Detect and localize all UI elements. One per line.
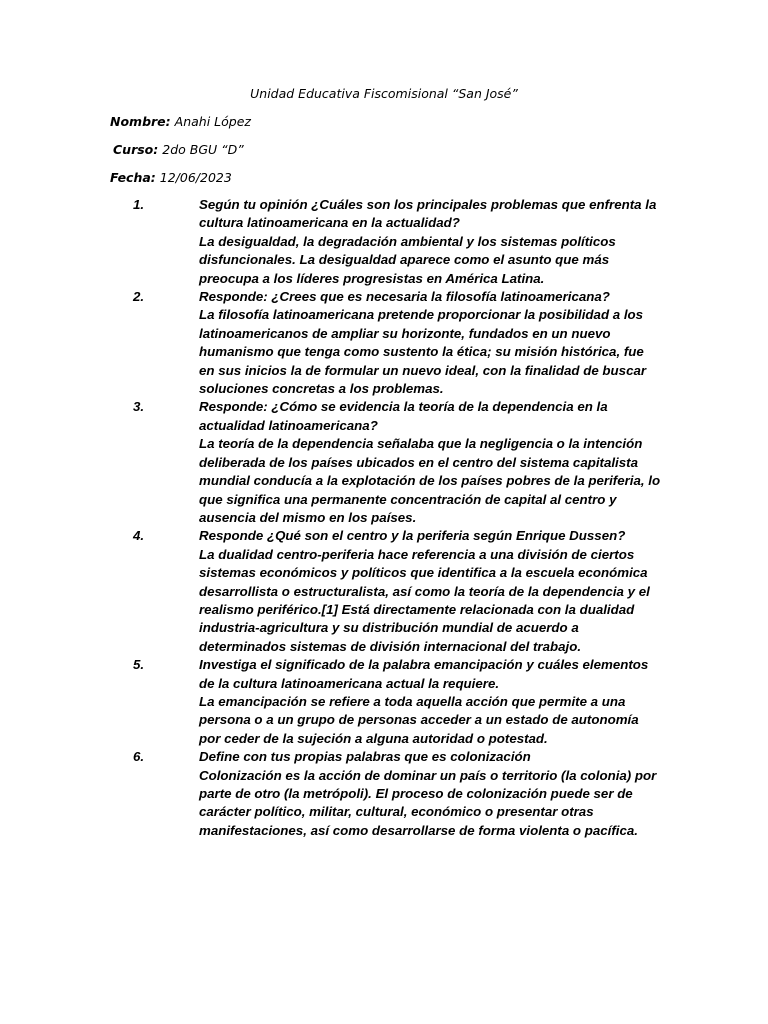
answer-text: La filosofía latinoamericana pretende proporcionar la posibilidad a los latinoamericanos de ampliar su horizonte, fundados en un nuevo humanismo que tenga como sustento la ética; su misión histórica, fue en sus inicios la de formular un nuevo ideal, con la finalidad de buscar soluciones concretas a los problemas. xyxy=(199,307,647,397)
answer-text: La dualidad centro-periferia hace referencia a una división de ciertos sistemas económicos y políticos que identifica a la escuela económica desarrollista o estructuralista, así como la teoría de la dependencia y el realismo periférico.[1] Está directamente relacionada con la dualidad industria-agricultura y su distribución mundial de acuerdo a determinados sistemas de división internacional del trabajo. xyxy=(199,546,650,654)
curso-value: 2do BGU “D” xyxy=(158,142,244,157)
question-text: Según tu opinión ¿Cuáles son los principales problemas que enfrenta la cultura latinoamericana en la actualidad? xyxy=(199,197,657,231)
fecha-label: Fecha: xyxy=(110,170,156,185)
question-number: 3. xyxy=(133,399,145,415)
answer-text: La teoría de la dependencia señalaba que la negligencia o la intención deliberada de los países ubicados en el centro del sistema capitalista mundial conducía a la explotación de los países pobres de la periferia, lo que significa una permanente concentración de capital al centro y ausencia del mismo en los países. xyxy=(199,436,661,525)
question-number: 4. xyxy=(133,528,145,544)
question-text: Responde ¿Qué son el centro y la periferia según Enrique Dussen? xyxy=(199,528,626,544)
question-text: Responde: ¿Crees que es necesaria la filosofía latinoamericana? xyxy=(199,289,610,305)
question-item xyxy=(0,288,768,398)
course-line xyxy=(113,142,244,157)
question-body xyxy=(199,748,661,840)
question-list xyxy=(0,196,768,840)
question-number: 6. xyxy=(133,749,145,765)
question-number: 5. xyxy=(133,657,145,673)
curso-label: Curso: xyxy=(113,142,159,157)
nombre-value: Anahi López xyxy=(170,114,251,129)
question-text: Investiga el significado de la palabra emancipación y cuáles elementos de la cultura latinoamericana actual la requiere. xyxy=(199,657,649,691)
date-line xyxy=(110,170,232,185)
student-name-line xyxy=(110,114,251,129)
question-body xyxy=(199,527,661,656)
question-body xyxy=(199,398,661,527)
question-item xyxy=(0,196,768,288)
question-item xyxy=(0,398,768,527)
question-text: Define con tus propias palabras que es colonización xyxy=(199,749,531,765)
question-body xyxy=(199,656,661,748)
nombre-label: Nombre: xyxy=(110,114,171,129)
fecha-value: 12/06/2023 xyxy=(155,170,232,185)
question-number: 2. xyxy=(133,289,145,305)
question-item xyxy=(0,748,768,840)
school-title: Unidad Educativa Fiscomisional “San José” xyxy=(250,86,518,101)
question-body xyxy=(199,288,661,398)
question-body xyxy=(199,196,661,288)
answer-text: Colonización es la acción de dominar un país o territorio (la colonia) por parte de otro (la metrópoli). El proceso de colonización puede ser de carácter político, militar, cultural, económico o presentar otras manifestaciones, así como desarrollarse de forma violenta o pacífica. xyxy=(199,767,657,838)
question-item xyxy=(0,527,768,656)
answer-text: La emancipación se refiere a toda aquella acción que permite a una persona o a un grupo de personas acceder a un estado de autonomía por ceder de la sujeción a alguna autoridad o potestad. xyxy=(199,693,639,746)
question-item xyxy=(0,656,768,748)
question-number: 1. xyxy=(133,197,145,212)
answer-text: La desigualdad, la degradación ambiental y los sistemas políticos disfuncionales. La desigualdad aparece como el asunto que más preocupa a los líderes progresistas en América Latina. xyxy=(199,233,616,286)
question-text: Responde: ¿Cómo se evidencia la teoría de la dependencia en la actualidad latinoamericana? xyxy=(199,399,608,433)
